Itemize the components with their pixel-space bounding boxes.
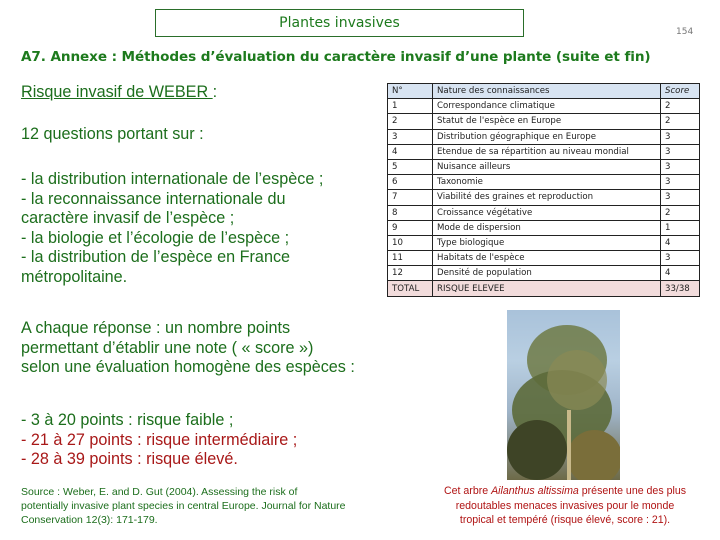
- cell-knowledge: Densité de population: [433, 266, 661, 281]
- cell-number: 2: [388, 114, 433, 129]
- table-row: [388, 99, 700, 114]
- cell-knowledge: Distribution géographique en Europe: [433, 129, 661, 144]
- cell-number: 10: [388, 235, 433, 250]
- cell-number: 4: [388, 144, 433, 159]
- cell-knowledge: Mode de dispersion: [433, 220, 661, 235]
- page-title: Plantes invasives: [279, 15, 400, 31]
- species-name: Ailanthus altissima: [491, 485, 579, 497]
- range-intermediate: - 21 à 27 points : risque intermédiaire ;: [21, 430, 298, 449]
- table-row: [388, 159, 700, 174]
- cell-score: 4: [661, 266, 700, 281]
- table-row: [388, 220, 700, 235]
- cell-number: 7: [388, 190, 433, 205]
- risk-ranges: [21, 411, 297, 470]
- scoring-intro: [21, 319, 355, 378]
- cell-score: 3: [661, 159, 700, 174]
- caption-line-2: redoutables menaces invasives pour le monde: [455, 499, 675, 512]
- cell-score: 2: [661, 99, 700, 114]
- cell-total-risk: RISQUE ELEVEE: [433, 281, 661, 296]
- cell-number: 3: [388, 129, 433, 144]
- photo-caption: [415, 484, 715, 528]
- cell-score: 3: [661, 129, 700, 144]
- questions-intro: 12 questions portant sur :: [21, 125, 204, 143]
- table-row: [388, 205, 700, 220]
- weber-heading-colon: :: [212, 83, 218, 101]
- cell-score: 1: [661, 220, 700, 235]
- cell-knowledge: Statut de l'espèce en Europe: [433, 114, 661, 129]
- topic-line: - la reconnaissance internationale du: [21, 189, 286, 208]
- cell-score: 3: [661, 175, 700, 190]
- cell-knowledge: Taxonomie: [433, 175, 661, 190]
- cell-score: 2: [661, 205, 700, 220]
- cell-number: 6: [388, 175, 433, 190]
- scoring-line: permettant d’établir une note ( « score »): [21, 338, 314, 357]
- col-header-score: Score: [661, 84, 700, 99]
- cell-number: 1: [388, 99, 433, 114]
- cell-number: 8: [388, 205, 433, 220]
- table-row: [388, 251, 700, 266]
- section-subtitle: A7. Annexe : Méthodes d’évaluation du caractère invasif d’une plante (suite et fin): [21, 49, 651, 65]
- cell-number: 11: [388, 251, 433, 266]
- page-number: 154: [676, 27, 694, 37]
- table-total-row: [388, 281, 700, 296]
- cell-score: 3: [661, 144, 700, 159]
- table-row: [388, 175, 700, 190]
- weber-score-table: [387, 83, 700, 297]
- table-row: [388, 144, 700, 159]
- table-row: [388, 190, 700, 205]
- page-title-box: [155, 9, 524, 37]
- cell-knowledge: Correspondance climatique: [433, 99, 661, 114]
- cell-knowledge: Nuisance ailleurs: [433, 159, 661, 174]
- cell-score: 3: [661, 190, 700, 205]
- cell-score: 2: [661, 114, 700, 129]
- table-row: [388, 114, 700, 129]
- cell-number: 5: [388, 159, 433, 174]
- cell-knowledge: Viabilité des graines et reproduction: [433, 190, 661, 205]
- cell-score: 4: [661, 235, 700, 250]
- table-row: [388, 266, 700, 281]
- table-row: [388, 129, 700, 144]
- weber-heading-text: Risque invasif de WEBER: [21, 83, 213, 101]
- cell-knowledge: Habitats de l'espèce: [433, 251, 661, 266]
- ailanthus-tree-photo: [507, 310, 620, 480]
- source-line: Conservation 12(3): 171-179.: [21, 514, 158, 526]
- cell-knowledge: Etendue de sa répartition au niveau mondial: [433, 144, 661, 159]
- caption-line-3: tropical et tempéré (risque élevé, score : 21).: [459, 514, 671, 526]
- cell-score: 3: [661, 251, 700, 266]
- cell-knowledge: Croissance végétative: [433, 205, 661, 220]
- cell-total-label: TOTAL: [388, 281, 433, 296]
- table-row: [388, 235, 700, 250]
- topic-line: - la distribution de l’espèce en France: [21, 248, 291, 266]
- topic-line: caractère invasif de l’espèce ;: [21, 209, 235, 227]
- topic-line: métropolitaine.: [21, 267, 128, 286]
- scoring-line: A chaque réponse : un nombre points: [21, 319, 291, 337]
- scoring-line: selon une évaluation homogène des espèces :: [21, 358, 355, 376]
- source-line: Source : Weber, E. and D. Gut (2004). Assessing the risk of: [21, 486, 298, 498]
- cell-total-score: 33/38: [661, 281, 700, 296]
- range-high: - 28 à 39 points : risque élevé.: [21, 450, 238, 468]
- range-low: - 3 à 20 points : risque faible ;: [21, 411, 234, 429]
- source-line: potentially invasive plant species in central Europe. Journal for Nature: [21, 500, 346, 512]
- cell-number: 12: [388, 266, 433, 281]
- topic-line: - la biologie et l’écologie de l’espèce ;: [21, 228, 290, 247]
- source-citation: [21, 485, 346, 527]
- caption-line-1: Cet arbre Ailanthus altissima présente une des plus: [443, 485, 687, 497]
- col-header-number: N°: [388, 84, 433, 99]
- topics-list: [21, 170, 323, 287]
- col-header-knowledge: Nature des connaissances: [433, 84, 661, 99]
- cell-knowledge: Type biologique: [433, 235, 661, 250]
- weber-heading: [21, 83, 217, 103]
- table-header-row: [388, 84, 700, 99]
- cell-number: 9: [388, 220, 433, 235]
- topic-line: - la distribution internationale de l’espèce ;: [21, 170, 324, 188]
